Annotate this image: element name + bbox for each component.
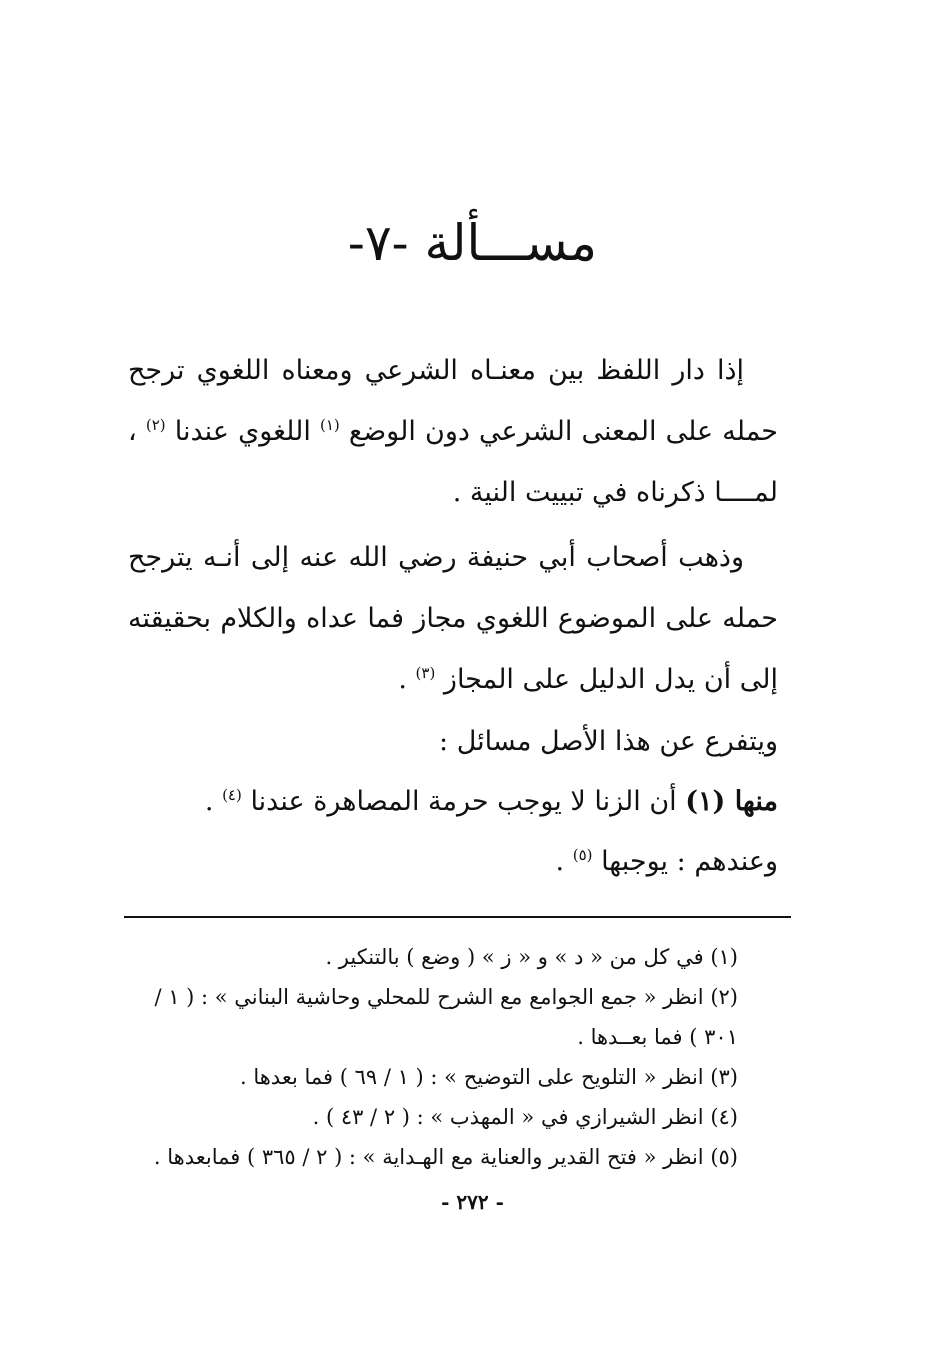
paragraph-2-text-a: وذهب أصحاب أبي حنيفة رضي الله عنه إلى أنـه يترجح حمله على الموضوع اللغوي مجاز فما عداه والكلام بحقيقته إلى أن يدل الدليل على المجاز xyxy=(128,542,778,695)
paragraph-1-text-a: إذا دار اللفظ بين معنـاه الشرعي ومعناه اللغوي ترجح حمله على المعنى الشرعي دون الوضع xyxy=(128,355,778,447)
paragraph-5-end: . xyxy=(555,846,573,877)
issue-label: منها (١) xyxy=(685,786,778,817)
footnote-ref-3: (٣) xyxy=(415,664,436,682)
paragraph-4 xyxy=(138,771,778,832)
paragraph-3: ويتفرع عن هذا الأصل مسائل : xyxy=(439,726,778,757)
footnote-2: (٢) انظر « جمع الجوامع مع الشرح للمحلي وحاشية البناني » : ( ١ / ٣٠١ ) فما بعــدها . xyxy=(154,985,738,1049)
footnote-4: (٤) انظر الشيرازي في « المهذب » : ( ٢ / ٤٣ ) . xyxy=(312,1105,738,1129)
footnote-5: (٥) انظر « فتح القدير والعناية مع الهـداية » : ( ٢ / ٣٦٥ ) فمابعدها . xyxy=(153,1145,738,1169)
paragraph-5-text: وعندهم : يوجبها xyxy=(601,846,778,877)
paragraph-2 xyxy=(128,527,778,710)
footnote-ref-1: (١) xyxy=(319,416,340,434)
footnote-divider xyxy=(124,916,791,918)
paragraph-5 xyxy=(138,831,778,892)
footnotes xyxy=(118,937,738,1177)
paragraph-2-text-b: . xyxy=(398,664,416,695)
page-number: - ٢٧٢ - xyxy=(441,1190,504,1214)
footnote-ref-5: (٥) xyxy=(572,846,593,864)
paragraph-4-end: . xyxy=(204,786,223,817)
page-title: مســـألة -٧- xyxy=(347,214,598,272)
paragraph-1-text-c: ، لمــــا ذكرناه في تبييت النية . xyxy=(128,416,778,508)
paragraph-1 xyxy=(128,340,778,523)
paragraph-4-text: أن الزنا لا يوجب حرمة المصاهرة عندنا xyxy=(250,786,686,817)
paragraph-1-text-b: اللغوي عندنا xyxy=(174,416,320,447)
footnote-ref-4: (٤) xyxy=(222,786,242,804)
footnote-3: (٣) انظر « التلويح على التوضيح » : ( ١ / ٦٩ ) فما بعدها . xyxy=(239,1065,738,1089)
footnote-1: (١) في كل من « د » و « ز » ( وضع ) بالتنكير . xyxy=(325,945,738,969)
footnote-ref-2: (٢) xyxy=(145,416,166,434)
